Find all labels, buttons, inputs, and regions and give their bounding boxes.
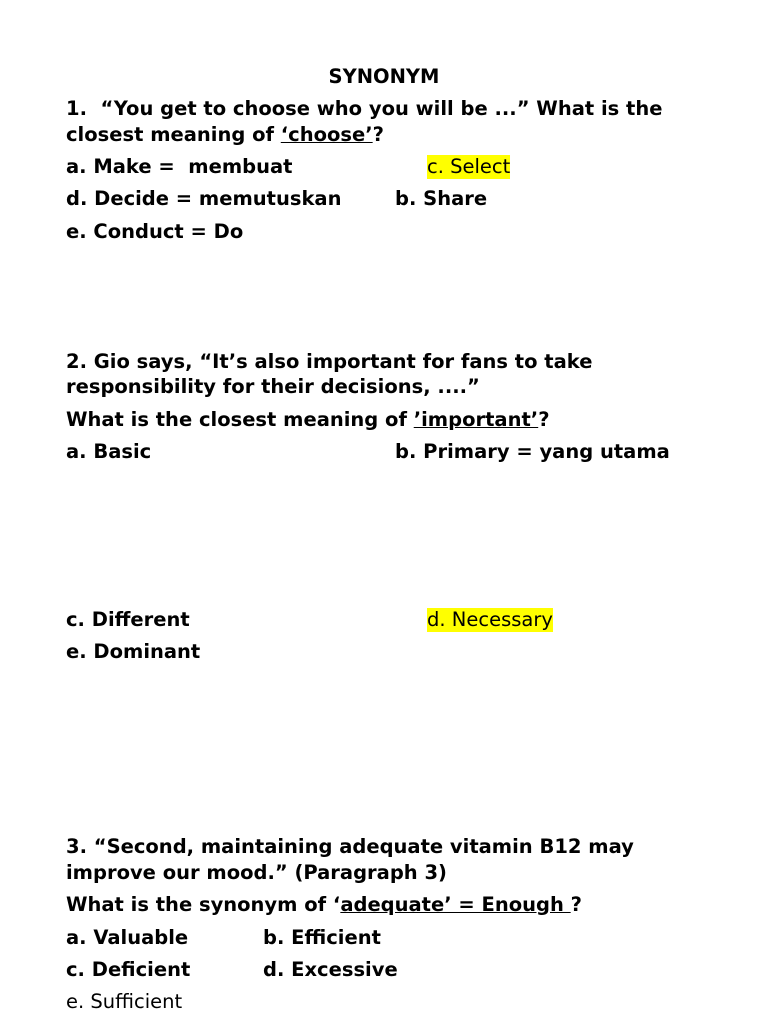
question-3-option-a: a. Valuable — [66, 926, 189, 949]
question-2-line-2: responsibility for their decisions, ....” — [66, 375, 480, 398]
question-3-prompt: What is the synonym of ‘ — [66, 893, 341, 916]
question-3-line-2: improve our mood.” (Paragraph 3) — [66, 861, 447, 884]
question-3-option-b: b. Efficient — [263, 926, 381, 949]
question-2-prompt-end: ? — [538, 408, 550, 431]
question-3-prompt-end: ? — [570, 893, 582, 916]
question-2-option-e: e. Dominant — [66, 640, 201, 663]
question-2-prompt: What is the closest meaning of — [66, 408, 414, 431]
question-3-option-c: c. Deficient — [66, 958, 191, 981]
page-title: SYNONYM — [328, 65, 440, 88]
question-1-prompt-end: ? — [372, 123, 384, 146]
question-2-option-c: c. Different — [66, 608, 190, 631]
question-3-target-word: adequate’ = Enough — [340, 893, 571, 916]
question-1-line-2 — [66, 123, 384, 147]
question-1-option-a: a. Make = membuat — [66, 155, 293, 178]
question-3-line-1: 3. “Second, maintaining adequate vitamin B12 may — [66, 835, 634, 858]
question-2-line-1: 2. Gio says, “It’s also important for fans to take — [66, 350, 593, 373]
question-1-option-b: b. Share — [395, 187, 488, 210]
question-2-option-d-answer: d. Necessary — [427, 608, 553, 631]
question-1-target-word: ‘choose’ — [280, 123, 373, 146]
question-1-line-1: 1. “You get to choose who you will be ...” What is the — [66, 97, 663, 120]
question-1-option-c-answer: c. Select — [427, 155, 511, 178]
question-3-option-d: d. Excessive — [263, 958, 398, 981]
question-3-option-e: e. Sufficient — [66, 990, 183, 1013]
question-3-line-3 — [66, 893, 582, 917]
question-2-option-b: b. Primary = yang utama — [395, 440, 670, 463]
question-1-prompt: closest meaning of — [66, 123, 281, 146]
question-1-option-e: e. Conduct = Do — [66, 220, 244, 243]
question-2-line-3 — [66, 408, 550, 432]
question-1-option-d: d. Decide = memutuskan — [66, 187, 342, 210]
question-2-target-word: ’important’ — [413, 408, 539, 431]
question-2-option-a: a. Basic — [66, 440, 152, 463]
